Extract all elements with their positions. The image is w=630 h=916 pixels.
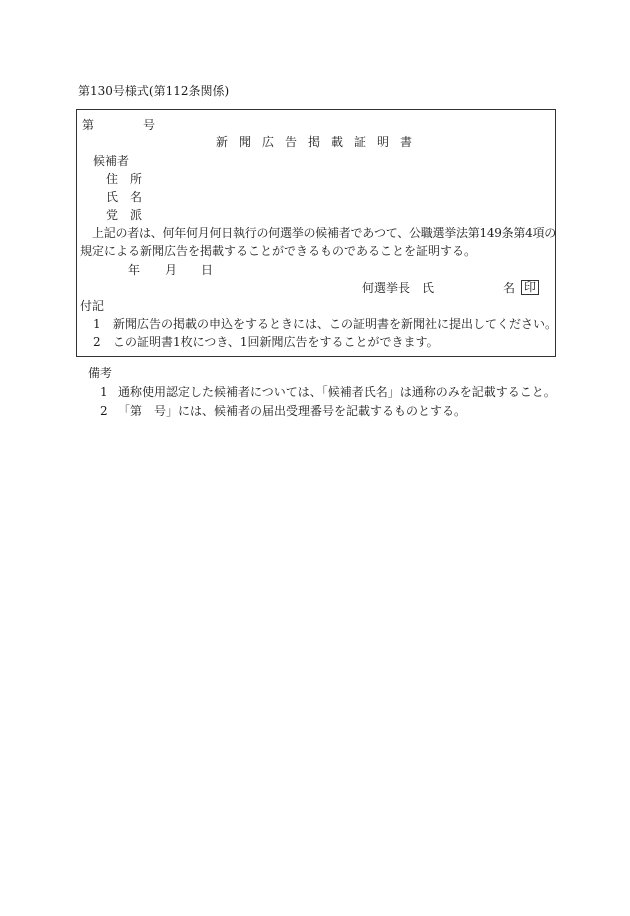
certificate-body-line1: 上記の者は、何年何月何日執行の何選挙の候補者であつて、公職選挙法第149条第4項の (92, 226, 557, 240)
note-2-text: この証明書1枚につき、1回新聞広告をすることができます。 (113, 335, 439, 349)
remark-1-number: 1 (100, 385, 108, 399)
date-year: 年 (128, 263, 141, 277)
candidate-label: 候補者 (93, 154, 130, 168)
date-day: 日 (201, 263, 214, 277)
note-1-number: 1 (93, 317, 101, 331)
form-code: 第130号様式(第112条関係) (78, 84, 230, 98)
issuer-label: 何選挙長 氏 (362, 281, 435, 295)
notes-title: 付記 (80, 299, 105, 313)
certificate-title: 新聞広告掲載証明書 (216, 135, 424, 149)
issuer-name-char: 名 (503, 281, 516, 295)
date-month: 月 (165, 263, 178, 277)
name-label: 氏 名 (106, 190, 143, 204)
certificate-body-line2: 規定による新聞広告を掲載することができるものであることを証明する。 (80, 244, 477, 258)
note-1-text: 新聞広告の掲載の申込をするときには、この証明書を新聞社に提出してください。 (113, 317, 558, 331)
remark-2-number: 2 (100, 404, 108, 418)
remarks-title: 備考 (88, 366, 113, 380)
remark-2-text: 「第 号」には、候補者の届出受理番号を記載するものとする。 (118, 404, 467, 418)
remark-1-text: 通称使用認定した候補者については、「候補者氏名」は通称のみを記載すること。 (118, 385, 556, 399)
number-prefix: 第 (82, 118, 95, 132)
address-label: 住 所 (106, 172, 143, 186)
note-2-number: 2 (93, 335, 101, 349)
party-label: 党 派 (106, 208, 143, 222)
number-suffix: 号 (143, 118, 156, 132)
official-seal: 印 (521, 280, 539, 295)
